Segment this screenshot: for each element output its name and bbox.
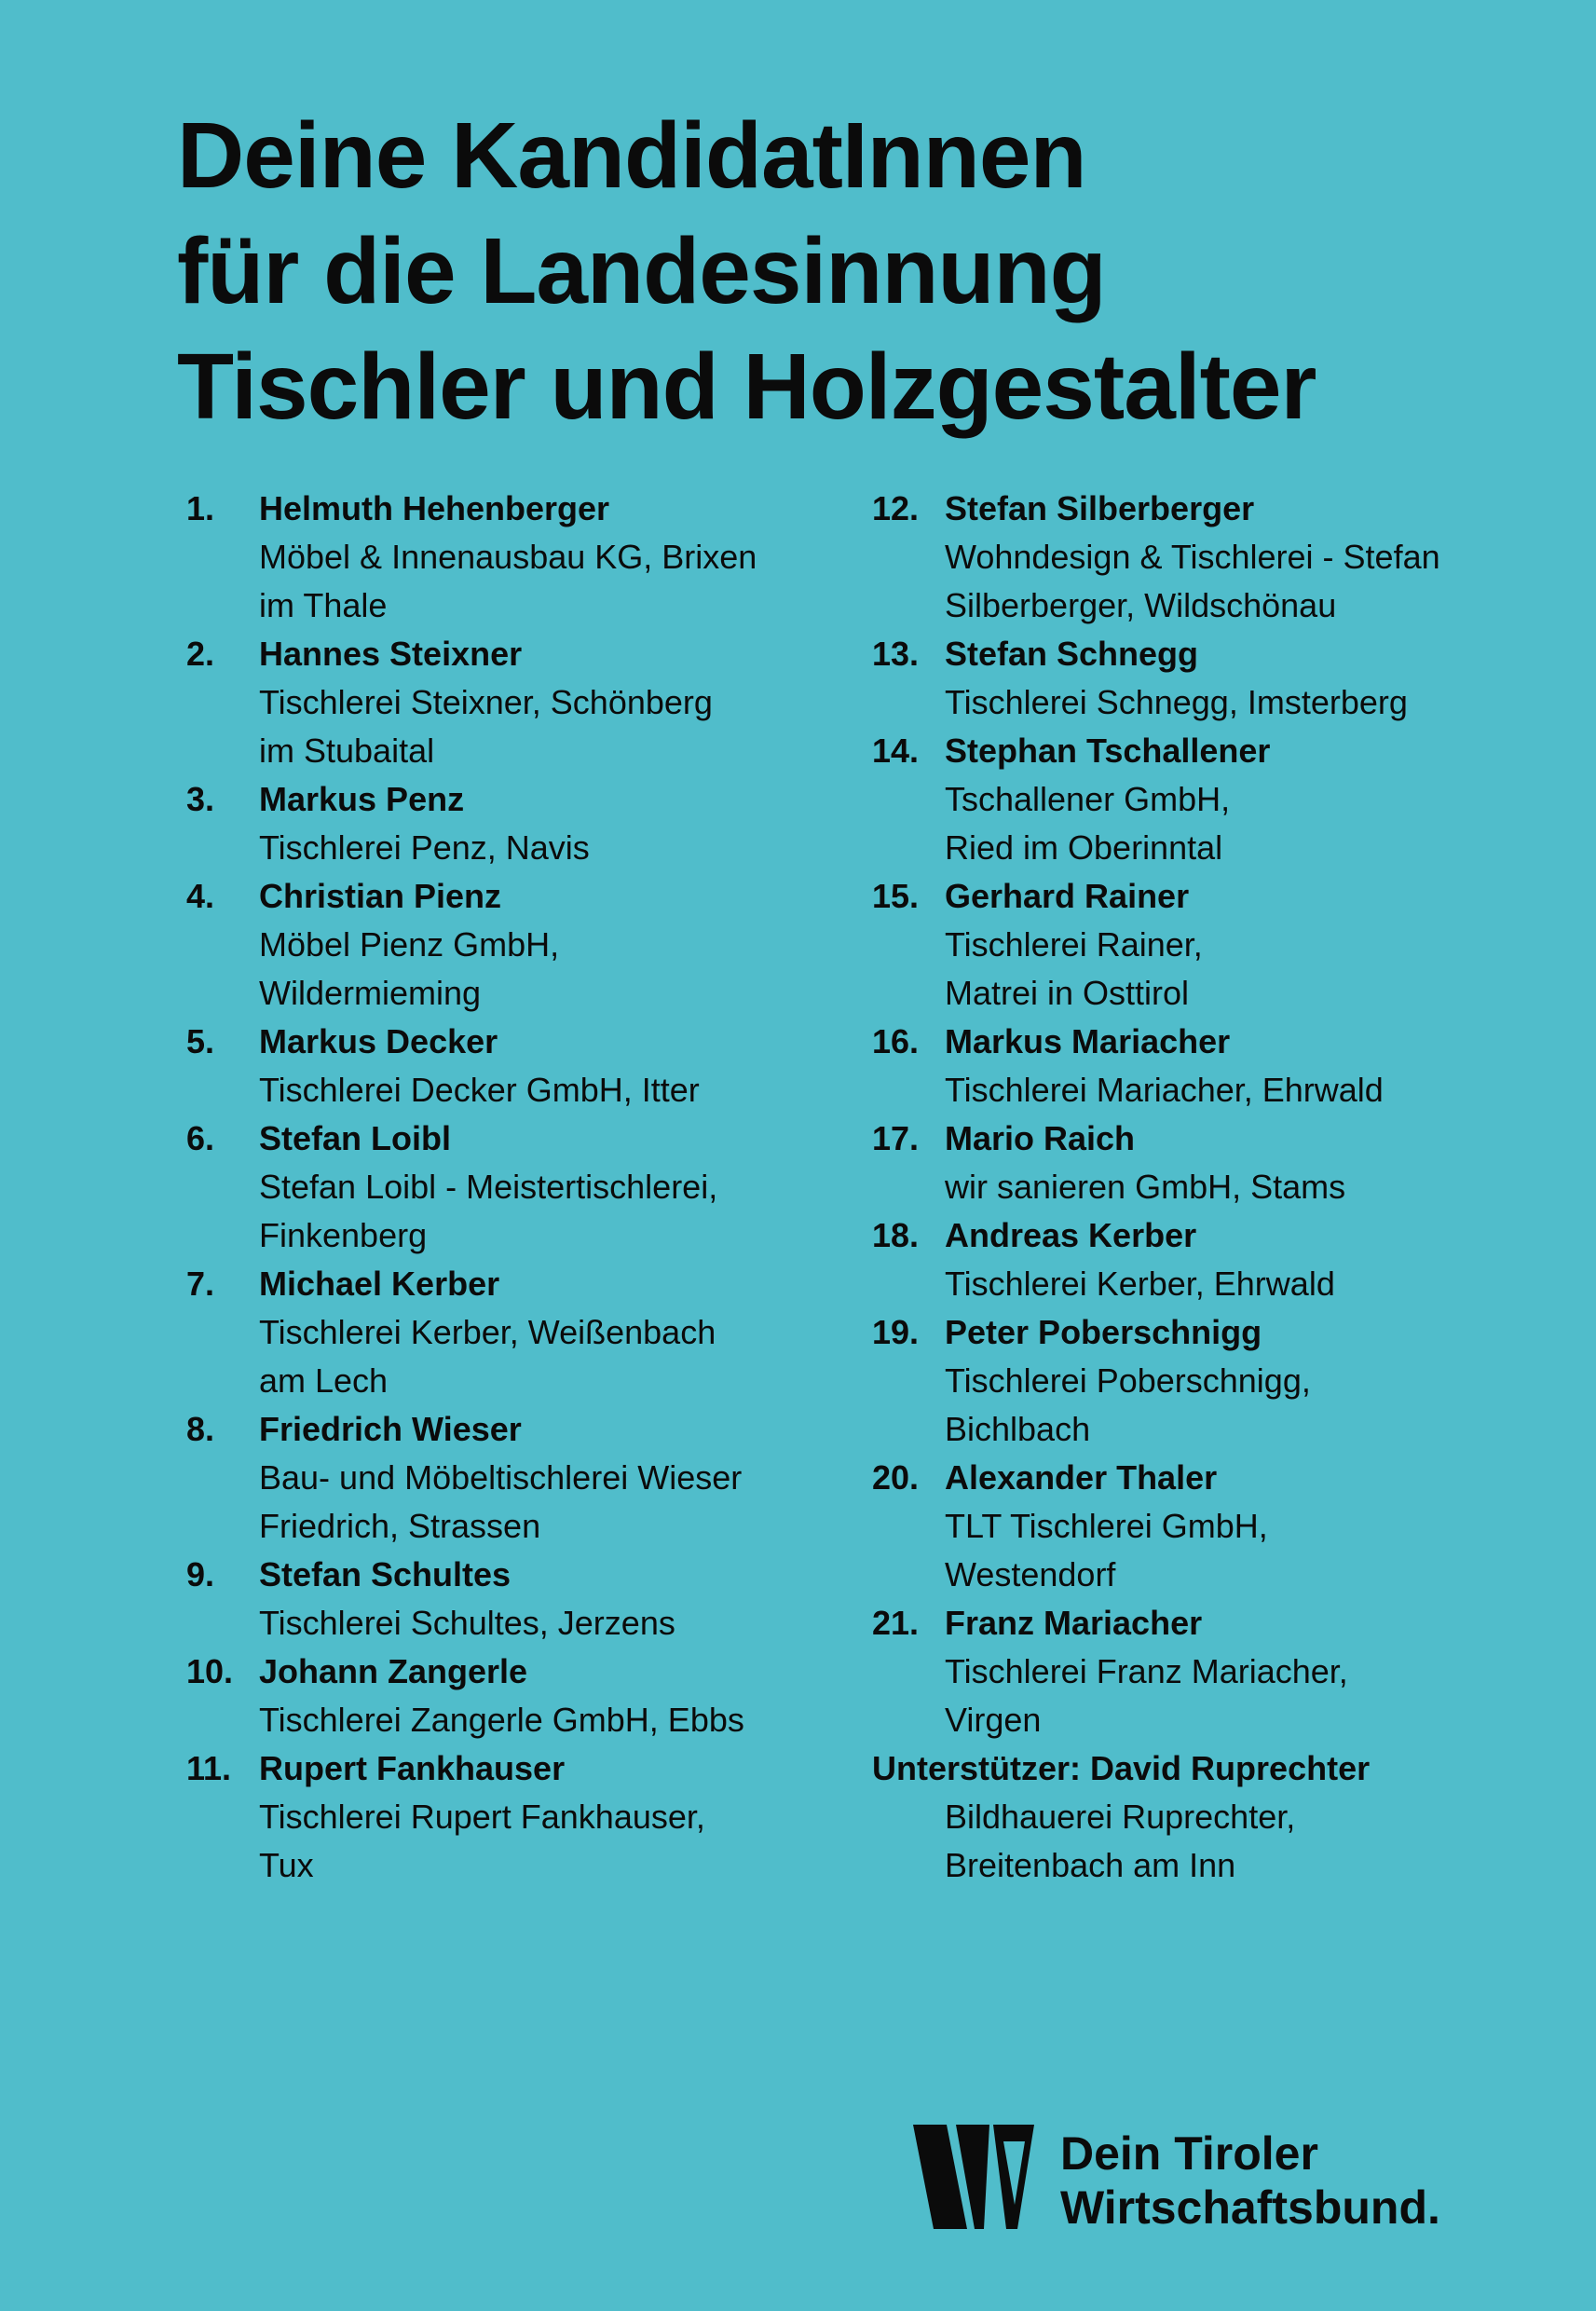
candidate-company: wir sanieren GmbH, Stams <box>945 1168 1346 1206</box>
candidate-name: Markus Mariacher <box>945 1022 1231 1060</box>
logo-wordmark <box>1060 2126 1440 2235</box>
candidate-number: 10. <box>186 1652 234 1690</box>
candidate-entry <box>872 1018 1562 1114</box>
title-line-1: Deine KandidatInnen <box>177 103 1086 208</box>
candidate-company: Wohndesign & Tischlerei - Stefan Silberberger, Wildschönau <box>945 538 1440 624</box>
supporter-name: Unterstützer: David Ruprechter <box>872 1749 1371 1787</box>
candidate-name: Franz Mariacher <box>945 1604 1203 1642</box>
candidate-entry <box>186 1648 857 1744</box>
candidate-company: Tischlerei Schultes, Jerzens <box>259 1604 675 1642</box>
candidate-list-left <box>186 485 857 1890</box>
candidate-name: Stephan Tschallener <box>945 732 1271 770</box>
logo-line-2: Wirtschaftsbund. <box>1060 2181 1440 2234</box>
candidate-number: 12. <box>872 489 920 527</box>
candidate-name: Hannes Steixner <box>259 635 523 673</box>
candidate-entry <box>872 1211 1562 1308</box>
candidate-entry <box>872 872 1562 1018</box>
candidate-name: Stefan Schultes <box>259 1555 512 1593</box>
candidate-name: Mario Raich <box>945 1119 1136 1157</box>
candidate-company: Tischlerei Rainer, Matrei in Osttirol <box>945 925 1203 1012</box>
candidate-name: Michael Kerber <box>259 1265 500 1303</box>
candidate-company: TLT Tischlerei GmbH, Westendorf <box>945 1507 1268 1593</box>
candidate-entry <box>186 1405 857 1551</box>
candidate-entry <box>186 485 857 630</box>
candidate-company: Tischlerei Franz Mariacher, Virgen <box>945 1652 1348 1739</box>
candidate-name: Peter Poberschnigg <box>945 1313 1262 1351</box>
candidate-company: Tischlerei Kerber, Weißenbach am Lech <box>259 1313 716 1400</box>
candidate-name: Johann Zangerle <box>259 1652 528 1690</box>
candidate-entry <box>872 630 1562 727</box>
candidate-name: Stefan Schnegg <box>945 635 1199 673</box>
supporter-entry <box>872 1744 1562 1890</box>
candidate-company: Tischlerei Rupert Fankhauser, Tux <box>259 1798 705 1884</box>
candidate-name: Friedrich Wieser <box>259 1410 522 1448</box>
candidate-number: 11. <box>186 1749 232 1787</box>
candidate-entry <box>186 775 857 872</box>
candidate-entry <box>186 1551 857 1648</box>
candidate-company: Tischlerei Kerber, Ehrwald <box>945 1265 1335 1303</box>
candidate-number: 13. <box>872 635 920 673</box>
candidate-name: Christian Pienz <box>259 877 502 915</box>
candidate-number: 8. <box>186 1410 215 1448</box>
candidate-company: Tischlerei Steixner, Schönberg im Stubaital <box>259 683 713 770</box>
candidate-company: Möbel Pienz GmbH, Wildermieming <box>259 925 560 1012</box>
candidate-name: Rupert Fankhauser <box>259 1749 566 1787</box>
candidate-company: Tischlerei Zangerle GmbH, Ebbs <box>259 1701 744 1739</box>
candidate-name: Alexander Thaler <box>945 1458 1218 1497</box>
candidate-name: Markus Decker <box>259 1022 498 1060</box>
candidate-number: 17. <box>872 1119 920 1157</box>
candidate-entry <box>186 1114 857 1260</box>
candidate-number: 7. <box>186 1265 215 1303</box>
candidate-entry <box>872 727 1562 872</box>
candidate-number: 5. <box>186 1022 215 1060</box>
supporter-company: Bildhauerei Ruprechter, Breitenbach am Inn <box>945 1798 1296 1884</box>
candidate-number: 14. <box>872 732 920 770</box>
candidate-name: Markus Penz <box>259 780 465 818</box>
candidate-company: Tischlerei Poberschnigg, Bichlbach <box>945 1361 1311 1448</box>
candidate-company: Tischlerei Mariacher, Ehrwald <box>945 1071 1384 1109</box>
candidate-entry <box>186 1744 857 1890</box>
candidate-company: Tschallener GmbH, Ried im Oberinntal <box>945 780 1231 867</box>
candidate-number: 18. <box>872 1216 920 1254</box>
candidate-company: Tischlerei Schnegg, Imsterberg <box>945 683 1408 721</box>
candidate-number: 2. <box>186 635 215 673</box>
candidate-entry <box>872 1454 1562 1599</box>
candidate-entry <box>186 872 857 1018</box>
title-line-3: Tischler und Holzgestalter <box>177 335 1316 439</box>
candidate-number: 9. <box>186 1555 215 1593</box>
logo-line-1: Dein Tiroler <box>1060 2127 1318 2180</box>
wirtschaftsbund-w-logo-icon <box>913 2125 1034 2229</box>
candidate-list-right <box>872 485 1562 1890</box>
candidate-entry <box>186 630 857 775</box>
candidate-name: Stefan Loibl <box>259 1119 451 1157</box>
candidate-name: Stefan Silberberger <box>945 489 1255 527</box>
candidate-name: Andreas Kerber <box>945 1216 1197 1254</box>
candidate-number: 6. <box>186 1119 215 1157</box>
candidate-number: 15. <box>872 877 920 915</box>
title-line-2: für die Landesinnung <box>177 219 1106 323</box>
candidate-company: Möbel & Innenausbau KG, Brixen im Thale <box>259 538 757 624</box>
candidate-number: 20. <box>872 1458 920 1497</box>
candidate-entry <box>186 1018 857 1114</box>
candidate-company: Bau- und Möbeltischlerei Wieser Friedrich, Strassen <box>259 1458 743 1545</box>
candidate-number: 21. <box>872 1604 920 1642</box>
candidate-entry <box>872 485 1562 630</box>
candidate-name: Gerhard Rainer <box>945 877 1190 915</box>
page-title <box>177 98 1316 444</box>
candidate-name: Helmuth Hehenberger <box>259 489 610 527</box>
candidate-company: Tischlerei Decker GmbH, Itter <box>259 1071 700 1109</box>
candidate-entry <box>872 1308 1562 1454</box>
candidate-number: 4. <box>186 877 215 915</box>
candidate-company: Tischlerei Penz, Navis <box>259 828 590 867</box>
candidate-entry <box>872 1599 1562 1744</box>
candidate-entry <box>186 1260 857 1405</box>
candidate-number: 16. <box>872 1022 920 1060</box>
candidate-number: 1. <box>186 489 215 527</box>
candidate-entry <box>872 1114 1562 1211</box>
candidate-number: 3. <box>186 780 215 818</box>
candidate-number: 19. <box>872 1313 920 1351</box>
candidate-company: Stefan Loibl - Meistertischlerei, Finkenberg <box>259 1168 718 1254</box>
